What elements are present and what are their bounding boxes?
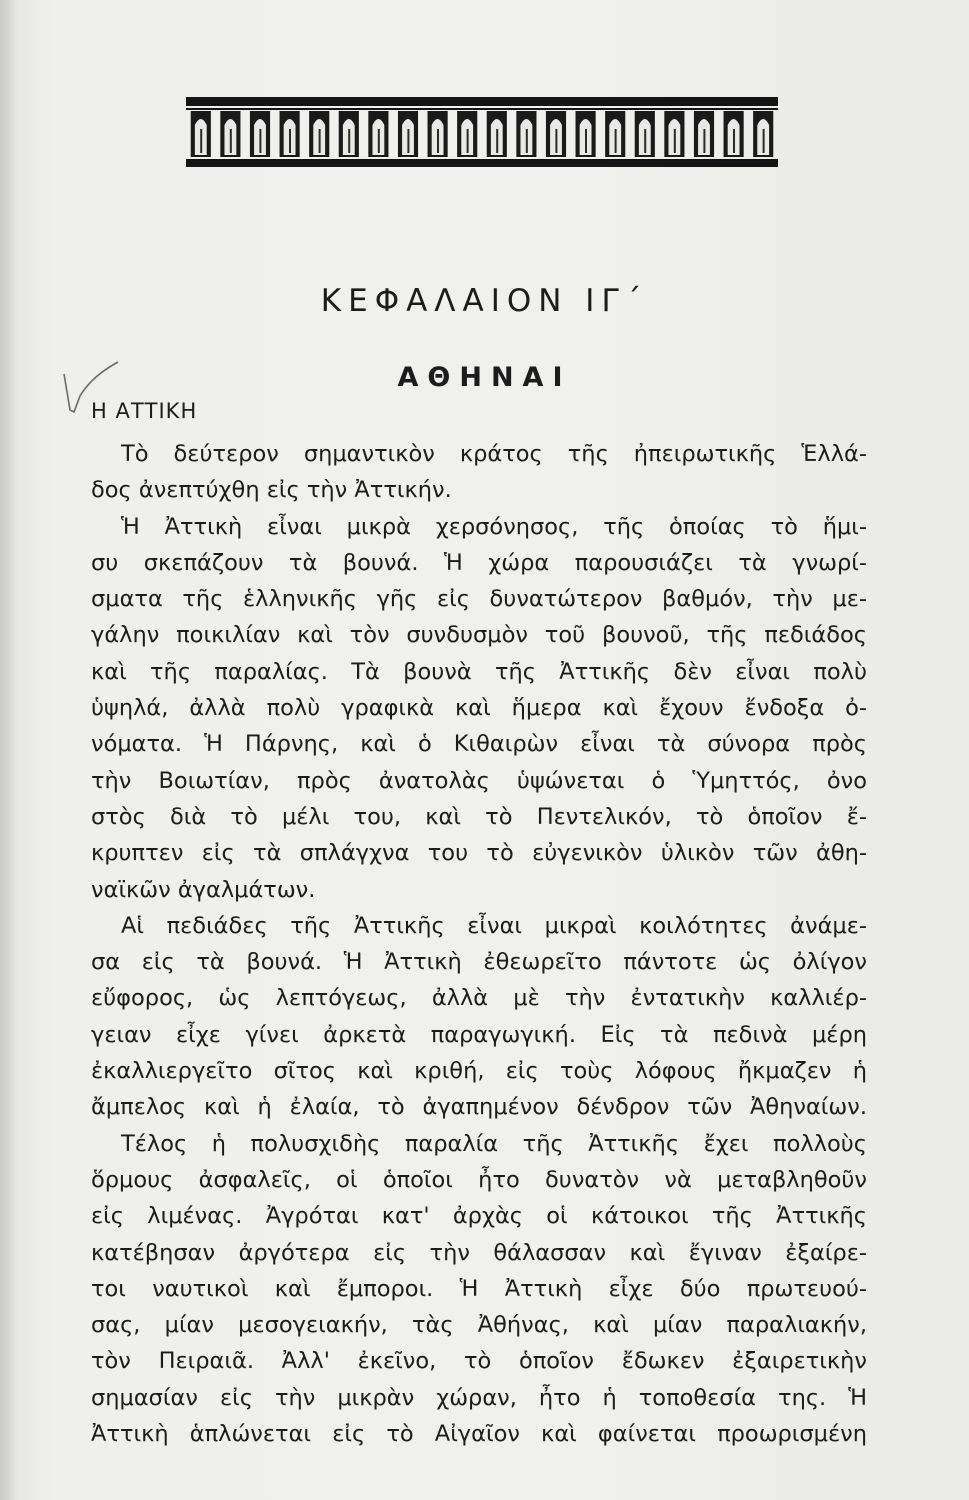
paragraph <box>91 436 867 509</box>
text-line: τὴν Βοιωτίαν, πρὸς ἀνατολὰς ὑψώνεται ὁ Ὑμηττός, ὀνο <box>91 767 867 794</box>
text-line: καὶ τῆς παραλίας. Τὰ βουνὰ τῆς Ἀττικῆς δὲν εἶναι πολὺ <box>91 658 867 685</box>
text-line: ἄμπελος καὶ ἡ ἐλαία, τὸ ἀγαπημένον δένδρον τῶν Ἀθηναίων. <box>91 1094 867 1121</box>
colonnade-ornament-icon <box>186 97 778 167</box>
body-text <box>91 436 867 1452</box>
text-line: σημασίαν εἰς τὴν μικρὰν χώραν, ἦτο ἡ τοποθεσία της. Ἡ <box>91 1384 867 1411</box>
text-line: Ἡ Ἀττικὴ εἶναι μικρὰ χερσόνησος, τῆς ὁποίας τὸ ἥμι- <box>121 513 867 540</box>
paragraph <box>91 908 867 1126</box>
text-line: ὑψηλά, ἀλλὰ πολὺ γραφικὰ καὶ ἥμερα καὶ ἔχουν ἔνδοξα ὀ- <box>91 695 867 722</box>
paragraph <box>91 1126 867 1453</box>
text-line: εὔφορος, ὡς λεπτόγεως, ἀλλὰ μὲ τὴν ἐντατικὴν καλλιέρ- <box>91 985 867 1012</box>
text-line: Τέλος ἡ πολυσχιδὴς παραλία τῆς Ἀττικῆς ἔχει πολλοὺς <box>121 1130 867 1157</box>
text-line: κατέβησαν ἀργότερα εἰς τὴν θάλασσαν καὶ ἔγιναν ἐξαίρε- <box>91 1239 867 1266</box>
text-line: εἰς λιμένας. Ἀγρόται κατ' ἀρχὰς οἱ κάτοικοι τῆς Ἀττικῆς <box>91 1203 867 1230</box>
text-line: Ἀττικὴ ἁπλώνεται εἰς τὸ Αἰγαῖον καὶ φαίνεται προωρισμένη <box>91 1421 867 1448</box>
text-line: δος ἀνεπτύχθη εἰς τὴν Ἀττικήν. <box>91 477 452 504</box>
chapter-title: ΑΘΗΝΑΙ <box>397 362 572 394</box>
text-line: στὸς διὰ τὸ μέλι του, καὶ τὸ Πεντελικόν, τὸ ὁποῖον ἔ- <box>91 803 867 830</box>
text-line: γάλην ποικιλίαν καὶ τὸν συνδυσμὸν τοῦ βουνοῦ, τῆς πεδιάδος <box>91 622 867 649</box>
text-line: ὅρμους ἀσφαλεῖς, οἱ ὁποῖοι ἦτο δυνατὸν νὰ μεταβληθοῦν <box>91 1166 867 1193</box>
text-line: τοι ναυτικοὶ καὶ ἔμποροι. Ἡ Ἀττικὴ εἶχε δύο πρωτευού- <box>91 1275 867 1302</box>
text-line: τὸν Πειραιᾶ. Ἀλλ' ἐκεῖνο, τὸ ὁποῖον ἔδωκεν ἐξαιρετικὴν <box>91 1348 867 1375</box>
paragraph <box>91 509 867 908</box>
text-line: σα εἰς τὰ βουνά. Ἡ Ἀττικὴ ἐθεωρεῖτο πάντοτε ὡς ὀλίγον <box>91 949 867 976</box>
section-heading: Η ΑΤΤΙΚΗ <box>91 399 198 423</box>
text-line: συ σκεπάζουν τὰ βουνά. Ἡ χώρα παρουσιάζει τὰ γνωρί- <box>91 549 867 576</box>
text-line: ναϊκῶν ἀγαλμάτων. <box>91 876 316 903</box>
text-line: γειαν εἶχε γίνει ἀρκετὰ παραγωγική. Εἰς τὰ πεδινὰ μέρη <box>91 1021 867 1048</box>
text-line: Τὸ δεύτερον σημαντικὸν κράτος τῆς ἠπειρωτικῆς Ἑλλά- <box>121 441 867 467</box>
text-line: σματα τῆς ἑλληνικῆς γῆς εἰς δυνατώτερον βαθμόν, τὴν με- <box>91 586 867 613</box>
text-line: κρυπτεν εἰς τὰ σπλάγχνα του τὸ εὐγενικὸν ὑλικὸν τῶν ἀθη- <box>91 840 867 867</box>
text-line: ἐκαλλιεργεῖτο σῖτος καὶ κριθή, εἰς τοὺς λόφους ἤκμαζεν ἡ <box>91 1058 867 1085</box>
text-line: νόματα. Ἡ Πάρνης, καὶ ὁ Κιθαιρὼν εἶναι τὰ σύνορα πρὸς <box>91 731 867 758</box>
binding-shadow <box>0 0 18 1500</box>
chapter-heading: ΚΕΦΑΛΑΙΟΝ ΙΓ΄ <box>320 282 649 319</box>
text-line: σας, μίαν μεσογειακήν, τὰς Ἀθήνας, καὶ μίαν παραλιακήν, <box>91 1312 867 1339</box>
text-line: Αἱ πεδιάδες τῆς Ἀττικῆς εἶναι μικραὶ κοιλότητες ἀνάμε- <box>121 912 867 939</box>
